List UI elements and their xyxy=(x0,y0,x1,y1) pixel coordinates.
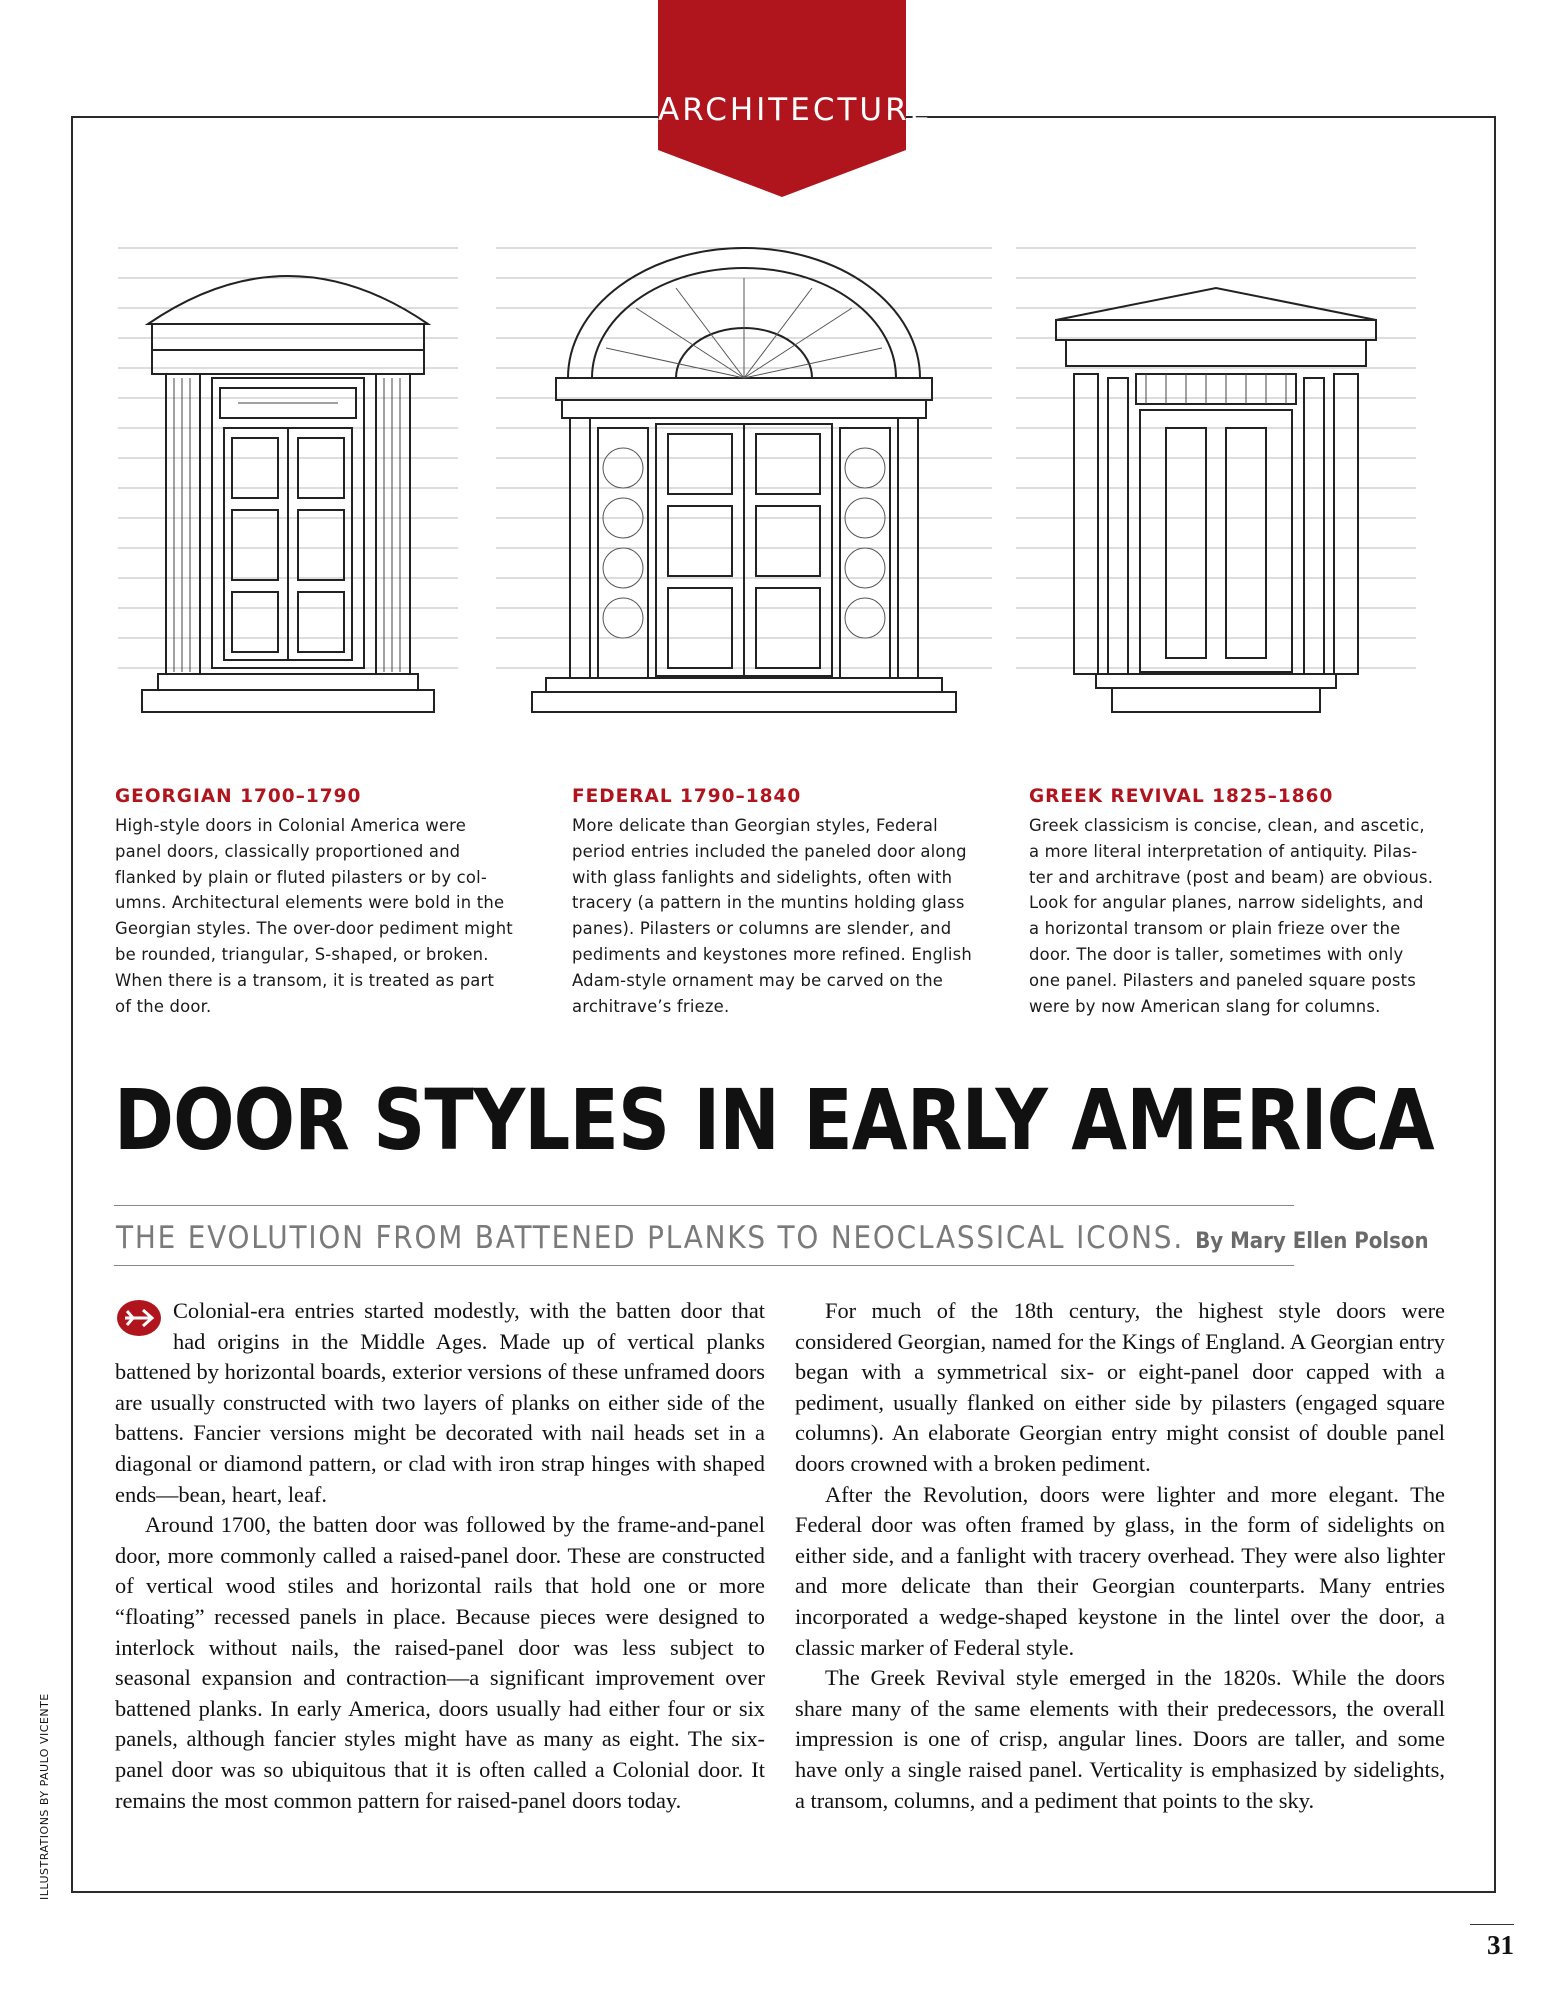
caption-line: a more literal interpretation of antiquity. Pilas- xyxy=(1029,841,1418,861)
caption-line: tracery (a pattern in the muntins holding glass xyxy=(572,893,965,913)
caption-line: door. The door is taller, sometimes with only xyxy=(1029,944,1404,964)
caption-federal xyxy=(572,786,982,1019)
caption-body xyxy=(1029,813,1439,1019)
article-column-2 xyxy=(795,1296,1445,1816)
caption-line: Adam-style ornament may be carved on the xyxy=(572,970,944,990)
article-headline: DOOR STYLES IN EARLY AMERICA xyxy=(114,1071,1434,1169)
caption-line: flanked by plain or fluted pilasters or by col- xyxy=(115,867,487,887)
caption-line: Look for angular planes, narrow sidelights, and xyxy=(1029,893,1424,913)
page-number-rule xyxy=(1470,1924,1514,1925)
illustration-credit: ILLUSTRATIONS BY PAULO VICENTE xyxy=(38,1693,51,1900)
headline-rule-bottom xyxy=(114,1265,1294,1266)
caption-line: High-style doors in Colonial America were xyxy=(115,816,466,835)
caption-line: one panel. Pilasters and paneled square posts xyxy=(1029,970,1417,990)
georgian-door-illustration xyxy=(118,228,458,740)
page-number: 31 xyxy=(1487,1930,1514,1960)
caption-line: period entries included the paneled door along xyxy=(572,841,967,861)
caption-line: Georgian styles. The over-door pediment might xyxy=(115,919,513,939)
paragraph: After the Revolution, doors were lighter and more elegant. The Federal door was often framed by glass, in the form of sidelights on either side, and a fanlight with tracery overhead. They were also lighter and more delicate than their Georgian counterparts. Many entries incorporated a wedge-shaped keystone in the lintel over the door, a classic marker of Federal style. xyxy=(795,1481,1445,1660)
headline-rule-top xyxy=(114,1205,1294,1206)
article-subhead xyxy=(116,1220,1429,1256)
caption-greek-revival xyxy=(1029,786,1439,1019)
byline: By Mary Ellen Polson xyxy=(1195,1229,1429,1254)
caption-line: ter and architrave (post and beam) are obvious. xyxy=(1029,867,1434,887)
subhead-text: THE EVOLUTION FROM BATTENED PLANKS TO NEOCLASSICAL ICONS. xyxy=(116,1220,1184,1256)
paragraph: For much of the 18th century, the highest style doors were considered Georgian, named for the Kings of England. A Georgian entry began with a symmetrical six- or eight-panel door capped with a pediment, usually flanked on either side by pilasters (engaged square columns). An elaborate Georgian entry might consist of double panel doors crowned with a broken pediment. xyxy=(795,1298,1445,1476)
caption-line: be rounded, triangular, S-shaped, or broken. xyxy=(115,944,489,964)
caption-body xyxy=(572,813,982,1019)
paragraph: The Greek Revival style emerged in the 1820s. While the doors share many of the same elements with their predecessors, the overall impression is one of crisp, angular lines. Doors are taller, and some have only a single raised panel. Verticality is emphasized by sidelights, a transom, columns, and a pediment that points to the sky. xyxy=(795,1665,1445,1813)
caption-line: panel doors, classically proportioned and xyxy=(115,841,461,861)
caption-line: panes). Pilasters or columns are slender, and xyxy=(572,919,952,939)
section-label: ARCHITECTURE xyxy=(658,92,933,128)
greek-revival-door-illustration xyxy=(1016,228,1416,740)
paragraph: Colonial-era entries started modestly, with the batten door that had origins in the Middle Ages. Made up of vertical planks battened by horizontal boards, exterior versions of these unframed doors are usually constructed with two layers of planks on either side of the battens. Fancier versions might be decorated with nail heads set in a diagonal or diamond pattern, or clad with iron strap hinges with shaped ends—bean, heart, leaf. xyxy=(115,1298,765,1507)
caption-line: a horizontal transom or plain frieze over the xyxy=(1029,919,1401,939)
caption-line: architrave’s frieze. xyxy=(572,996,730,1016)
article-column-1 xyxy=(115,1296,765,1816)
caption-title: GREEK REVIVAL 1825–1860 xyxy=(1029,786,1334,807)
federal-door-illustration xyxy=(496,228,992,740)
caption-georgian xyxy=(115,786,525,1019)
caption-title: GEORGIAN 1700–1790 xyxy=(115,786,362,807)
caption-body xyxy=(115,813,525,1019)
caption-line: Greek classicism is concise, clean, and ascetic, xyxy=(1029,816,1425,835)
caption-line: were by now American slang for columns. xyxy=(1029,996,1381,1016)
caption-line: umns. Architectural elements were bold in the xyxy=(115,893,505,913)
caption-title: FEDERAL 1790–1840 xyxy=(572,786,802,807)
caption-line: When there is a transom, it is treated as part xyxy=(115,970,495,990)
caption-line: with glass fanlights and sidelights, often with xyxy=(572,867,953,887)
arrow-icon xyxy=(115,1299,163,1337)
caption-line: More delicate than Georgian styles, Federal xyxy=(572,816,938,835)
caption-line: of the door. xyxy=(115,996,212,1016)
caption-line: pediments and keystones more refined. English xyxy=(572,944,972,964)
paragraph: Around 1700, the batten door was followed by the frame-and-panel door, more commonly called a raised-panel door. These are constructed of vertical wood stiles and horizontal rails that hold one or more “floating” recessed panels in place. Because pieces were designed to interlock without nails, the raised-panel door was less subject to seasonal expansion and contraction—a significant improvement over battened planks. In early America, doors usually had either four or six panels, although fancier styles might have as many as eight. The six-panel door was so ubiquitous that it is often called a Colonial door. It remains the most common pattern for raised-panel doors today. xyxy=(115,1512,765,1813)
